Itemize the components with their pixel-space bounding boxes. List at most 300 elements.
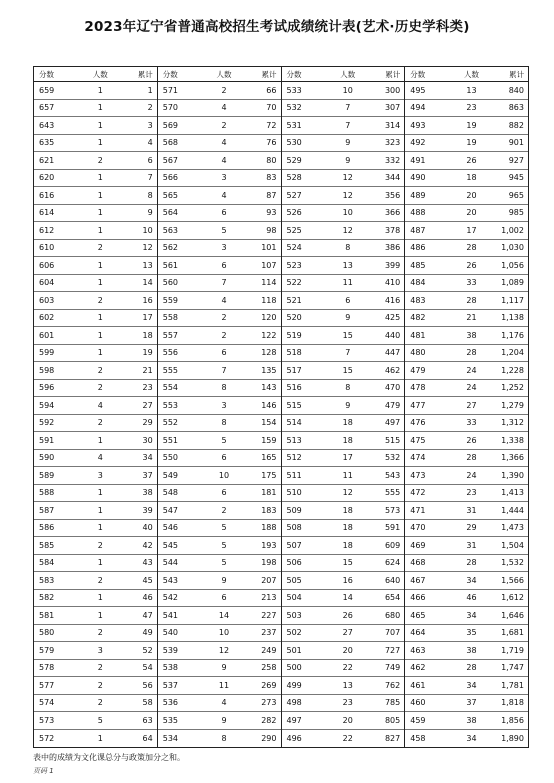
cumulative-cell: 273	[261, 698, 277, 708]
score-cell: 510	[286, 488, 302, 498]
table-row	[405, 187, 528, 205]
table-row	[405, 170, 528, 188]
count-cell: 31	[466, 540, 477, 550]
score-cell: 587	[39, 505, 55, 515]
cumulative-cell: 269	[261, 680, 277, 690]
cumulative-cell: 965	[508, 190, 524, 200]
cumulative-cell: 1,856	[501, 715, 524, 725]
score-statistics-table	[33, 66, 529, 748]
cumulative-cell: 38	[142, 488, 153, 498]
score-cell: 594	[39, 400, 55, 410]
cumulative-cell: 840	[508, 85, 524, 95]
score-cell: 547	[162, 505, 179, 515]
score-cell: 472	[410, 488, 426, 498]
header-score: 分数	[162, 69, 178, 79]
cumulative-cell: 344	[384, 173, 401, 183]
count-cell: 31	[466, 505, 477, 515]
score-cell: 529	[286, 155, 302, 165]
count-cell: 1	[97, 488, 103, 498]
page-number: 页码 1	[33, 767, 54, 775]
score-cell: 562	[162, 243, 179, 253]
table-row	[405, 82, 528, 100]
count-cell: 17	[342, 453, 353, 463]
cumulative-cell: 165	[261, 453, 277, 463]
count-cell: 20	[466, 190, 477, 200]
table-row	[158, 135, 281, 153]
cumulative-cell: 707	[384, 628, 401, 638]
table-row	[282, 572, 405, 590]
cumulative-cell: 462	[384, 365, 401, 375]
table-block-4	[404, 67, 528, 747]
count-cell: 4	[221, 190, 227, 200]
table-row	[34, 362, 157, 380]
count-cell: 17	[466, 225, 477, 235]
cumulative-cell: 945	[508, 173, 524, 183]
table-row	[34, 327, 157, 345]
cumulative-cell: 1,444	[501, 505, 524, 515]
cumulative-cell: 98	[266, 225, 277, 235]
count-cell: 9	[345, 155, 351, 165]
table-row	[282, 485, 405, 503]
cumulative-cell: 1,646	[501, 610, 524, 620]
score-cell: 568	[162, 138, 179, 148]
score-cell: 494	[410, 103, 426, 113]
cumulative-cell: 863	[508, 103, 524, 113]
count-cell: 12	[342, 225, 353, 235]
count-cell: 13	[466, 85, 477, 95]
score-cell: 563	[162, 225, 179, 235]
score-cell: 500	[286, 663, 302, 673]
cumulative-cell: 7	[147, 173, 153, 183]
cumulative-cell: 43	[142, 558, 153, 568]
score-cell: 586	[39, 523, 55, 533]
count-cell: 1	[97, 523, 103, 533]
cumulative-cell: 72	[266, 120, 277, 130]
table-row	[282, 730, 405, 747]
cumulative-cell: 258	[261, 663, 277, 673]
count-cell: 24	[466, 470, 477, 480]
cumulative-cell: 332	[384, 155, 401, 165]
score-cell: 526	[286, 208, 302, 218]
cumulative-cell: 497	[384, 418, 401, 428]
score-cell: 471	[410, 505, 426, 515]
table-row	[34, 415, 157, 433]
table-row	[405, 292, 528, 310]
score-cell: 643	[39, 120, 55, 130]
score-cell: 591	[39, 435, 55, 445]
cumulative-cell: 1,532	[501, 558, 524, 568]
score-cell: 603	[39, 295, 55, 305]
cumulative-cell: 654	[384, 593, 401, 603]
cumulative-cell: 27	[142, 400, 153, 410]
cumulative-cell: 114	[261, 278, 277, 288]
cumulative-cell: 227	[261, 610, 277, 620]
count-cell: 18	[466, 173, 477, 183]
score-cell: 540	[162, 628, 179, 638]
count-cell: 23	[466, 488, 477, 498]
table-row	[282, 537, 405, 555]
score-cell: 477	[410, 400, 426, 410]
table-row	[158, 222, 281, 240]
cumulative-cell: 515	[384, 435, 401, 445]
score-cell: 496	[286, 733, 302, 743]
count-cell: 2	[97, 628, 103, 638]
count-cell: 4	[221, 103, 227, 113]
cumulative-cell: 198	[261, 558, 277, 568]
score-cell: 610	[39, 243, 55, 253]
count-cell: 1	[97, 330, 103, 340]
score-cell: 524	[286, 243, 302, 253]
count-cell: 24	[466, 365, 477, 375]
cumulative-cell: 154	[261, 418, 277, 428]
count-cell: 33	[466, 418, 477, 428]
cumulative-cell: 87	[266, 190, 277, 200]
footnote: 表中的成绩为文化课总分与政策加分之和。	[33, 753, 185, 762]
count-cell: 34	[466, 733, 477, 743]
cumulative-cell: 1,566	[501, 575, 524, 585]
count-cell: 1	[97, 593, 103, 603]
table-block-3	[281, 67, 405, 747]
cumulative-cell: 52	[142, 645, 153, 655]
cumulative-cell: 1,504	[501, 540, 524, 550]
score-cell: 476	[410, 418, 426, 428]
cumulative-cell: 183	[261, 505, 277, 515]
table-row	[34, 170, 157, 188]
count-cell: 2	[97, 155, 103, 165]
table-row	[34, 467, 157, 485]
count-cell: 26	[466, 260, 477, 270]
table-header	[282, 67, 405, 82]
count-cell: 5	[221, 558, 227, 568]
cumulative-cell: 207	[261, 575, 277, 585]
cumulative-cell: 727	[384, 645, 401, 655]
score-cell: 512	[286, 453, 302, 463]
cumulative-cell: 63	[142, 715, 153, 725]
count-cell: 8	[221, 383, 227, 393]
cumulative-cell: 39	[142, 505, 153, 515]
cumulative-cell: 4	[147, 138, 153, 148]
table-row	[34, 187, 157, 205]
table-row	[34, 222, 157, 240]
cumulative-cell: 282	[261, 715, 277, 725]
score-cell: 461	[410, 680, 426, 690]
count-cell: 15	[342, 558, 353, 568]
score-cell: 488	[410, 208, 426, 218]
count-cell: 8	[345, 243, 351, 253]
header-count: 人数	[464, 69, 480, 79]
table-row	[282, 170, 405, 188]
table-row	[405, 397, 528, 415]
count-cell: 28	[466, 348, 477, 358]
count-cell: 19	[466, 120, 477, 130]
score-cell: 578	[39, 663, 55, 673]
cumulative-cell: 1,390	[501, 470, 524, 480]
table-block-2	[157, 67, 281, 747]
table-row	[282, 590, 405, 608]
table-row	[158, 625, 281, 643]
score-cell: 614	[39, 208, 55, 218]
table-row	[158, 432, 281, 450]
score-cell: 566	[162, 173, 179, 183]
table-row	[282, 292, 405, 310]
cumulative-cell: 14	[142, 278, 153, 288]
table-row	[34, 432, 157, 450]
count-cell: 5	[221, 225, 227, 235]
cumulative-cell: 135	[261, 365, 277, 375]
header-score: 分数	[286, 69, 302, 79]
score-cell: 473	[410, 470, 426, 480]
count-cell: 20	[466, 208, 477, 218]
table-row	[158, 450, 281, 468]
table-row	[34, 607, 157, 625]
table-row	[34, 695, 157, 713]
table-row	[158, 590, 281, 608]
count-cell: 3	[221, 173, 227, 183]
count-cell: 6	[345, 295, 351, 305]
score-cell: 462	[410, 663, 426, 673]
cumulative-cell: 749	[384, 663, 401, 673]
count-cell: 2	[97, 680, 103, 690]
table-row	[405, 240, 528, 258]
score-cell: 515	[286, 400, 302, 410]
table-row	[282, 117, 405, 135]
table-row	[34, 590, 157, 608]
table-row	[158, 695, 281, 713]
cumulative-cell: 56	[142, 680, 153, 690]
table-row	[282, 240, 405, 258]
table-row	[405, 362, 528, 380]
table-row	[282, 205, 405, 223]
score-cell: 511	[286, 470, 302, 480]
score-cell: 550	[162, 453, 179, 463]
count-cell: 14	[342, 593, 353, 603]
cumulative-cell: 1,818	[501, 698, 524, 708]
table-row	[405, 485, 528, 503]
score-cell: 546	[162, 523, 179, 533]
cumulative-cell: 1,117	[501, 295, 524, 305]
score-cell: 523	[286, 260, 302, 270]
score-cell: 596	[39, 383, 55, 393]
table-row	[158, 187, 281, 205]
table-row	[34, 660, 157, 678]
cumulative-cell: 122	[261, 330, 277, 340]
count-cell: 2	[97, 295, 103, 305]
table-row	[34, 100, 157, 118]
score-cell: 551	[162, 435, 179, 445]
score-cell: 559	[162, 295, 179, 305]
score-cell: 460	[410, 698, 426, 708]
cumulative-cell: 1,279	[501, 400, 524, 410]
count-cell: 2	[97, 698, 103, 708]
table-row	[405, 275, 528, 293]
table-row	[158, 257, 281, 275]
score-cell: 470	[410, 523, 426, 533]
table-row	[34, 677, 157, 695]
table-row	[405, 257, 528, 275]
score-cell: 459	[410, 715, 426, 725]
count-cell: 12	[342, 173, 353, 183]
score-cell: 514	[286, 418, 302, 428]
table-row	[405, 100, 528, 118]
cumulative-cell: 1,030	[501, 243, 524, 253]
score-cell: 466	[410, 593, 426, 603]
score-cell: 516	[286, 383, 302, 393]
count-cell: 15	[342, 330, 353, 340]
score-cell: 543	[162, 575, 179, 585]
table-row	[405, 555, 528, 573]
score-cell: 465	[410, 610, 426, 620]
count-cell: 46	[466, 593, 477, 603]
score-cell: 567	[162, 155, 179, 165]
cumulative-cell: 188	[261, 523, 277, 533]
count-cell: 5	[221, 523, 227, 533]
table-row	[405, 625, 528, 643]
count-cell: 28	[466, 243, 477, 253]
cumulative-cell: 543	[384, 470, 401, 480]
count-cell: 1	[97, 435, 103, 445]
table-row	[34, 240, 157, 258]
table-row	[34, 275, 157, 293]
cumulative-cell: 18	[142, 330, 153, 340]
table-row	[282, 677, 405, 695]
table-row	[34, 380, 157, 398]
cumulative-cell: 107	[261, 260, 277, 270]
score-cell: 589	[39, 470, 55, 480]
count-cell: 34	[466, 575, 477, 585]
score-cell: 498	[286, 698, 302, 708]
count-cell: 14	[218, 610, 230, 620]
cumulative-cell: 37	[142, 470, 153, 480]
count-cell: 3	[97, 645, 103, 655]
count-cell: 8	[221, 418, 227, 428]
cumulative-cell: 386	[384, 243, 401, 253]
table-row	[34, 117, 157, 135]
table-row	[158, 502, 281, 520]
table-row	[282, 502, 405, 520]
score-cell: 582	[39, 593, 55, 603]
cumulative-cell: 479	[384, 400, 401, 410]
table-row	[158, 397, 281, 415]
score-cell: 577	[39, 680, 55, 690]
cumulative-cell: 3	[147, 120, 153, 130]
count-cell: 4	[97, 453, 103, 463]
score-cell: 506	[286, 558, 302, 568]
table-row	[282, 310, 405, 328]
score-cell: 657	[39, 103, 55, 113]
count-cell: 4	[221, 698, 227, 708]
cumulative-cell: 1,747	[501, 663, 524, 673]
count-cell: 6	[221, 260, 227, 270]
table-row	[34, 397, 157, 415]
count-cell: 7	[345, 103, 351, 113]
table-header	[405, 67, 528, 82]
cumulative-cell: 23	[142, 383, 153, 393]
table-row	[282, 625, 405, 643]
score-cell: 602	[39, 313, 55, 323]
count-cell: 24	[466, 383, 477, 393]
count-cell: 1	[97, 278, 103, 288]
count-cell: 9	[345, 138, 351, 148]
header-cumulative: 累计	[137, 69, 153, 79]
count-cell: 10	[218, 470, 230, 480]
table-row	[405, 205, 528, 223]
cumulative-cell: 785	[384, 698, 401, 708]
count-cell: 28	[466, 295, 477, 305]
table-row	[282, 152, 405, 170]
score-cell: 486	[410, 243, 426, 253]
table-row	[405, 660, 528, 678]
cumulative-cell: 9	[147, 208, 153, 218]
table-row	[158, 380, 281, 398]
table-row	[158, 152, 281, 170]
table-row	[405, 432, 528, 450]
cumulative-cell: 609	[384, 540, 401, 550]
score-cell: 458	[410, 733, 426, 743]
count-cell: 6	[221, 208, 227, 218]
cumulative-cell: 366	[384, 208, 401, 218]
score-cell: 513	[286, 435, 302, 445]
cumulative-cell: 532	[384, 453, 401, 463]
table-row	[34, 82, 157, 100]
cumulative-cell: 213	[261, 593, 277, 603]
cumulative-cell: 1,252	[501, 383, 524, 393]
table-row	[34, 257, 157, 275]
table-row	[282, 467, 405, 485]
table-row	[34, 625, 157, 643]
table-row	[158, 572, 281, 590]
count-cell: 1	[97, 313, 103, 323]
cumulative-cell: 591	[384, 523, 401, 533]
table-row	[34, 152, 157, 170]
score-cell: 469	[410, 540, 426, 550]
score-cell: 549	[162, 470, 179, 480]
score-cell: 483	[410, 295, 426, 305]
score-cell: 585	[39, 540, 55, 550]
table-row	[34, 520, 157, 538]
table-row	[282, 380, 405, 398]
score-cell: 533	[286, 85, 302, 95]
count-cell: 6	[221, 453, 227, 463]
count-cell: 6	[221, 348, 227, 358]
table-row	[34, 345, 157, 363]
table-row	[34, 572, 157, 590]
count-cell: 26	[466, 155, 477, 165]
count-cell: 13	[342, 260, 353, 270]
score-cell: 621	[39, 155, 55, 165]
count-cell: 38	[466, 715, 477, 725]
cumulative-cell: 17	[142, 313, 153, 323]
score-cell: 534	[162, 733, 179, 743]
score-cell: 522	[286, 278, 302, 288]
score-cell: 464	[410, 628, 426, 638]
cumulative-cell: 440	[384, 330, 401, 340]
count-cell: 7	[345, 348, 351, 358]
cumulative-cell: 58	[142, 698, 153, 708]
table-row	[405, 537, 528, 555]
score-cell: 564	[162, 208, 179, 218]
score-cell: 508	[286, 523, 302, 533]
count-cell: 10	[342, 85, 353, 95]
table-row	[158, 555, 281, 573]
score-cell: 574	[39, 698, 55, 708]
cumulative-cell: 1,002	[501, 225, 524, 235]
table-row	[282, 222, 405, 240]
header-count: 人数	[92, 69, 108, 79]
cumulative-cell: 159	[261, 435, 277, 445]
cumulative-cell: 12	[142, 243, 153, 253]
count-cell: 2	[221, 85, 227, 95]
cumulative-cell: 2	[147, 103, 153, 113]
